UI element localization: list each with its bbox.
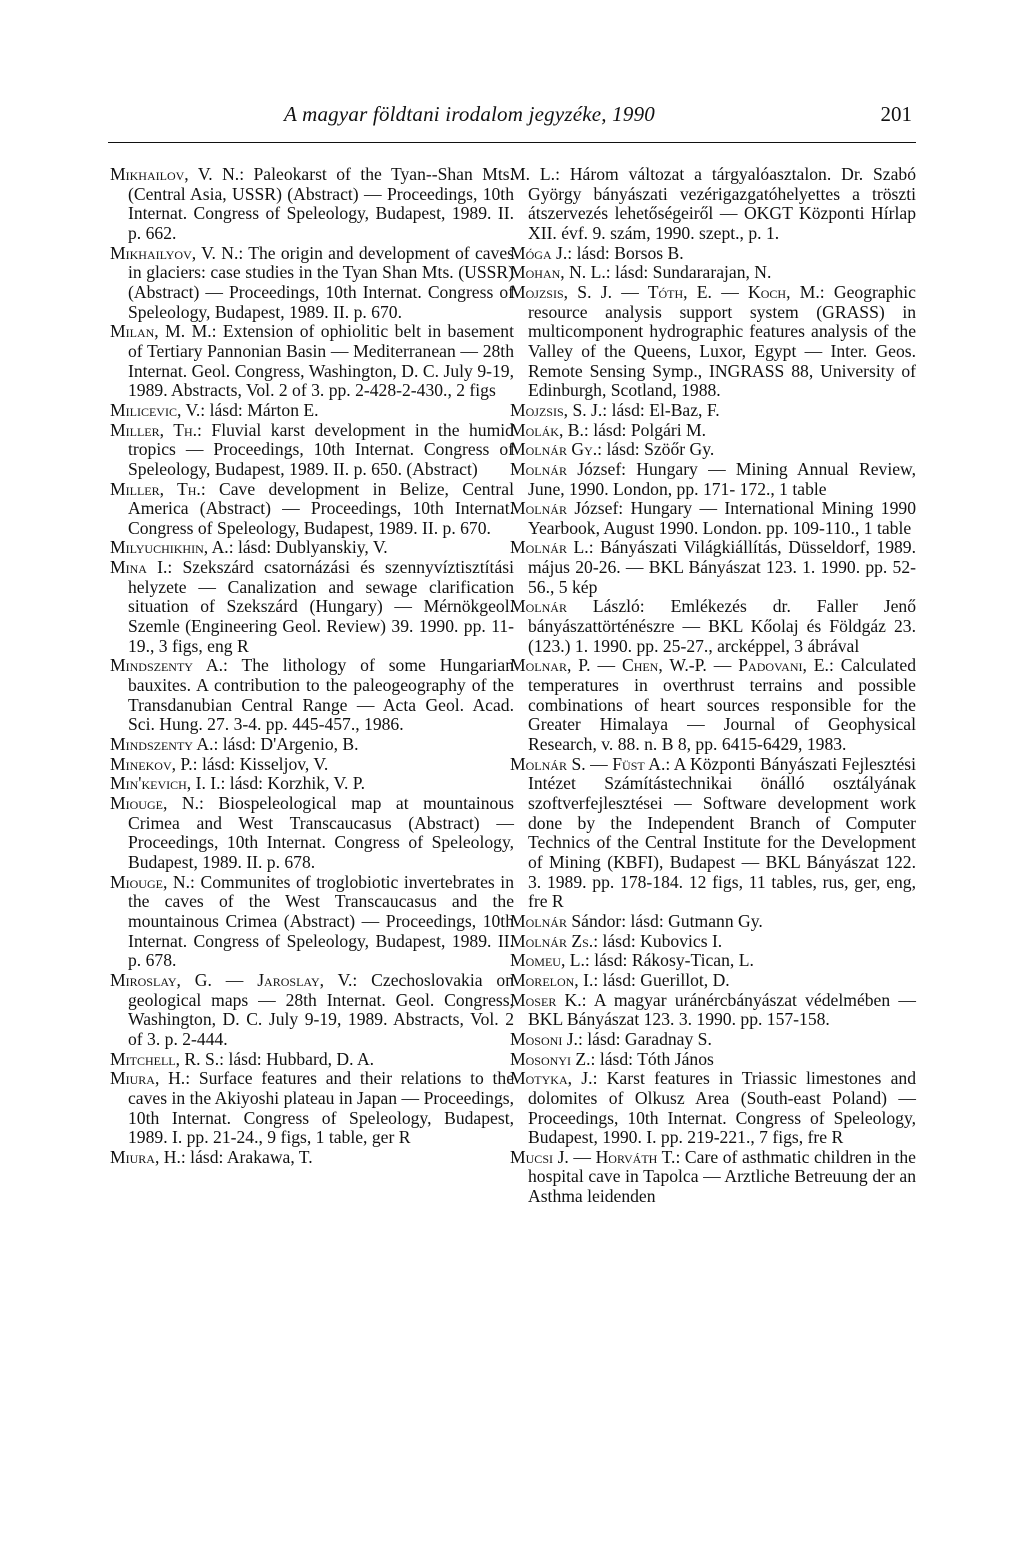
entry-author: Miouge, N.	[110, 871, 191, 892]
entry-author: Mikhailyov, V. N.	[110, 242, 239, 263]
bibliography-entry	[110, 165, 514, 244]
entry-text: : lásd: Márton E.	[200, 399, 319, 420]
bibliography-entry	[510, 538, 916, 597]
entry-text: : lásd: D'Argenio, B.	[213, 734, 359, 755]
bibliography-entry	[510, 1069, 916, 1148]
entry-text: László: Emlékezés dr. Faller Jenő bányászattörténészre — BKL Kőolaj és Földgáz 23. (123.) 1. 1990. pp. 25-27., arcképpel, 3 ábrával	[528, 596, 916, 656]
entry-author: Molnár	[510, 910, 567, 931]
entry-text: József: Hungary — Mining Annual Review, June, 1990. London, pp. 171- 172., 1 table	[528, 458, 916, 499]
bibliography-entry	[110, 1148, 514, 1168]
entry-text: : Geographic resource analysis support system (GRASS) in multicomponent hydrographic features analysis of the Valley of the Queens, Luxor, Egypt — Inter. Geos. Remote Sensing Symp., INGRASS 88, University of Edinburgh, Scotland, 1988.	[528, 281, 916, 401]
entry-text: : Extension of ophiolitic belt in basement of Tertiary Pannonian Basin — Mediterranean — 28th Internat. Geol. Congress, Washington, D. C. July 9-19, 1989. Abstracts, Vol. 2 of 3. pp. 2-428-2-430., 2 figs	[128, 321, 514, 401]
entry-author: Móga J.	[510, 242, 568, 263]
entry-author: Mosoni J.	[510, 1028, 578, 1049]
bibliography-entry	[510, 440, 916, 460]
entry-author: Milan, M. M.	[110, 321, 212, 342]
entry-author: Miura, H.	[110, 1146, 181, 1167]
bibliography-entry	[110, 755, 514, 775]
entry-text: : lásd: Hubbard, D. A.	[219, 1048, 375, 1069]
right-column	[510, 165, 916, 1207]
entry-author: M. L.	[510, 164, 556, 184]
entry-author: Momeu, L.	[510, 950, 585, 971]
entry-author: Moser K.	[510, 989, 582, 1010]
entry-text: : lásd: Guerillot, D.	[593, 969, 730, 990]
bibliography-entry	[510, 283, 916, 401]
entry-text: Sándor: lásd: Gutmann Gy.	[566, 910, 763, 931]
entry-author: Milyuchikhin, A.	[110, 537, 229, 558]
bibliography-entry	[510, 932, 916, 952]
bibliography-entry	[110, 1069, 514, 1148]
entry-author: Miura, H.	[110, 1068, 186, 1089]
entry-text: : The lithology of some Hungarian bauxites. A contribution to the paleogeography of the Transdanubian Central Range — Acta Geol. Acad. Sci. Hung. 27. 3-4. pp. 445-457., 1986.	[128, 655, 514, 735]
entry-text: : lásd: Polgári M.	[583, 419, 707, 440]
entry-author: Miroslay, G. — Jaroslay, V.	[110, 969, 353, 990]
bibliography-entry	[110, 244, 514, 323]
entry-text: : lásd: Szöőr Gy.	[597, 439, 715, 460]
entry-text: : Czechoslovakia on geological maps — 28th Internat. Geol. Congress, Washington, D. C. July 9-19, 1989. Abstracts, Vol. 2 of 3. p. 2-444.	[128, 969, 514, 1049]
entry-author: Mojzsis, S. J.	[510, 399, 603, 420]
entry-author: Miller, Th.	[110, 419, 198, 440]
bibliography-entry	[510, 656, 916, 754]
left-column	[110, 165, 514, 1167]
entry-text: : Paleokarst of the Tyan--Shan Mts. (Central Asia, USSR) (Abstract) — Proceedings, 10th Internat. Congress of Speleology, Budapest, 1989. II. p. 662.	[128, 164, 514, 243]
bibliography-entry	[110, 971, 514, 1050]
bibliography-entry	[510, 951, 916, 971]
bibliography-entry	[510, 991, 916, 1030]
bibliography-entry	[110, 735, 514, 755]
bibliography-entry	[510, 1030, 916, 1050]
entry-text: : lásd: Rákosy-Tican, L.	[584, 950, 754, 971]
entry-text: : A Központi Bányászati Fejlesztési Intézet Számítástechnikai önálló osztályának szoftverfejlesztései — Software development work done by the Independent Branch of Computer Technics of the Central Institute for the Development of Mining (KBFI), Budapest — BKL Bányászat 122. 3. 1989. pp. 178-184. 12 figs, 11 tables, rus, ger, eng, fre R	[528, 753, 916, 912]
bibliography-entry	[110, 1050, 514, 1070]
entry-author: Mohan, N. L.	[510, 262, 606, 283]
bibliography-entry	[110, 538, 514, 558]
entry-author: Minekov, P.	[110, 753, 193, 774]
bibliography-entry	[110, 656, 514, 735]
entry-author: Miouge, N.	[110, 793, 199, 813]
bibliography-entry	[510, 421, 916, 441]
entry-author: Motyka, J.	[510, 1068, 593, 1089]
bibliography-entry	[510, 912, 916, 932]
entry-author: Min'kevich, I. I.	[110, 773, 221, 794]
entry-author: Molnar, P. — Chen, W.-P. — Padovani, E.	[510, 655, 829, 676]
bibliography-entry	[110, 558, 514, 656]
entry-text: : Három változat a tárgyalóasztalon. Dr. Szabó György bányászati vezérigazgatóhelyettes a tröszti átszervezés lehetőségeiről — OKGT Központi Hírlap XII. évf. 9. szám, 1990. szept., p. 1.	[528, 164, 916, 243]
bibliography-entry	[510, 401, 916, 421]
bibliography-entry	[510, 597, 916, 656]
entry-author: Mindszenty A.	[110, 734, 214, 755]
entry-text: : lásd: Garadnay S.	[577, 1028, 712, 1049]
entry-text: : Biospeleological map at mountainous Crimea and West Transcaucasus (Abstract) — Proceedings, 10th Internat. Congress of Speleology, Budapest, 1989. II. p. 678.	[128, 793, 514, 872]
bibliography-entry	[510, 244, 916, 264]
bibliography-entry	[510, 499, 916, 538]
bibliography-entry	[510, 460, 916, 499]
entry-text: : Bányászati Világkiállítás, Düsseldorf, 1989. május 20-26. — BKL Bányászat 123. 1. 1990. pp. 52-56., 5 kép	[528, 537, 916, 597]
entry-author: Miller, Th.	[110, 478, 201, 499]
bibliography-entry	[510, 1050, 916, 1070]
entry-author: Molnár Gy.	[510, 439, 598, 460]
bibliography-entry	[510, 165, 916, 244]
entry-text: : lásd: Tóth János	[590, 1048, 714, 1069]
bibliography-entry	[510, 263, 916, 283]
entry-author: Molnár	[510, 498, 567, 519]
entry-text: : Fluvial karst development in the humid tropics — Proceedings, 10th Internat. Congress of Speleology, Budapest, 1989. II. p. 650. (Abstract)	[128, 419, 514, 479]
entry-author: Mosonyi Z.	[510, 1048, 591, 1069]
running-title: A magyar földtani irodalom jegyzéke, 1990	[284, 102, 655, 126]
bibliography-entry	[510, 971, 916, 991]
entry-text: : Cave development in Belize, Central America (Abstract) — Proceedings, 10th Internat. Congress of Speleology, Budapest, 1989. II. p. 670.	[128, 478, 514, 538]
page-number: 201	[880, 102, 912, 126]
entry-text: : lásd: Borsos B.	[567, 242, 684, 263]
entry-author: Molnár Zs.	[510, 930, 594, 951]
entry-author: Mina I.	[110, 557, 168, 578]
entry-text: : lásd: Korzhik, V. P.	[220, 773, 366, 794]
entry-author: Molnár	[510, 596, 567, 617]
entry-text: : Calculated temperatures in overthrust terrains and possible combinations of heart sources responsible for the Greater Himalaya — Journal of Geophysical Research, v. 88. n. B 8, pp. 6415-6429, 1983.	[528, 655, 916, 755]
entry-text: : lásd: El-Baz, F.	[602, 399, 720, 420]
entry-author: Molnár	[510, 458, 567, 479]
bibliography-entry	[110, 322, 514, 401]
entry-text: : The origin and development of caves in glaciers: case studies in the Tyan Shan Mts. (USSR) (Abstract) — Proceedings, 10th Internat. Congress of Speleology, Budapest, 1989. II. p. 670.	[128, 242, 515, 322]
bibliography-entry	[110, 873, 514, 971]
page-header	[108, 98, 916, 143]
entry-author: Morelon, I.	[510, 969, 594, 990]
entry-text: : lásd: Sundararajan, N.	[605, 262, 772, 283]
entry-text: : lásd: Kisseljov, V.	[192, 753, 329, 774]
entry-text: : lásd: Arakawa, T.	[180, 1146, 313, 1167]
bibliography-entry	[510, 1148, 916, 1207]
entry-author: Mikhailov, V. N.	[110, 164, 240, 184]
entry-author: Molnár S. — Füst A.	[510, 753, 666, 774]
entry-text: : Communites of troglobiotic invertebrates in the caves of the West Transcaucasus and the mountainous Crimea (Abstract) — Proceedings, 10th Internat. Congress of Speleology, Budapest, 1989. II. p. 678.	[128, 871, 514, 971]
entry-author: Molák, B.	[510, 419, 584, 440]
bibliography-entry	[110, 421, 514, 480]
entry-author: Milicevic, V.	[110, 399, 201, 420]
entry-text: : Karst features in Triassic limestones and dolomites of Olkusz Area (South-east Poland) — Proceedings, 10th Internat. Congress of Speleology, Budapest, 1990. I. pp. 219-221., 7 figs, fre R	[528, 1068, 916, 1148]
entry-text: : lásd: Kubovics I.	[593, 930, 723, 951]
bibliography-entry	[110, 480, 514, 539]
bibliography-entry	[110, 774, 514, 794]
entry-author: Mindszenty A.	[110, 655, 223, 676]
entry-text: : lásd: Dublyanskiy, V.	[228, 537, 388, 558]
entry-text: : Care of asthmatic children in the hospital cave in Tapolca — Arztliche Betreuung der an Asthma leidenden	[528, 1146, 916, 1207]
entry-author: Molnár L.	[510, 537, 589, 558]
bibliography-entry	[110, 401, 514, 421]
entry-author: Mojzsis, S. J. — Tóth, E. — Koch, M.	[510, 281, 820, 302]
entry-author: Mucsi J. — Horváth T.	[510, 1146, 676, 1167]
bibliography-entry	[110, 794, 514, 873]
entry-author: Mitchell, R. S.	[110, 1048, 220, 1069]
entry-text: : Szekszárd csatornázási és szennyvíztisztítási helyzete — Canalization and sewage clarification situation of Szekszárd (Hungary) — Mérnökgeol. Szemle (Engineering Geol. Review) 39. 1990. pp. 11-19., 3 figs, eng R	[128, 557, 514, 656]
entry-text: József: Hungary — International Mining 1990 Yearbook, August 1990. London. pp. 109-110., 1 table	[528, 498, 916, 538]
bibliography-entry	[510, 755, 916, 912]
entry-text: : A magyar uránércbányászat védelmében — BKL Bányászat 123. 3. 1990. pp. 157-158.	[528, 989, 916, 1030]
entry-text: : Surface features and their relations to the caves in the Akiyoshi plateau in Japan — Proceedings, 10th Internat. Congress of Speleology, Budapest, 1989. I. pp. 21-24., 9 figs, 1 table, ger R	[128, 1068, 514, 1148]
